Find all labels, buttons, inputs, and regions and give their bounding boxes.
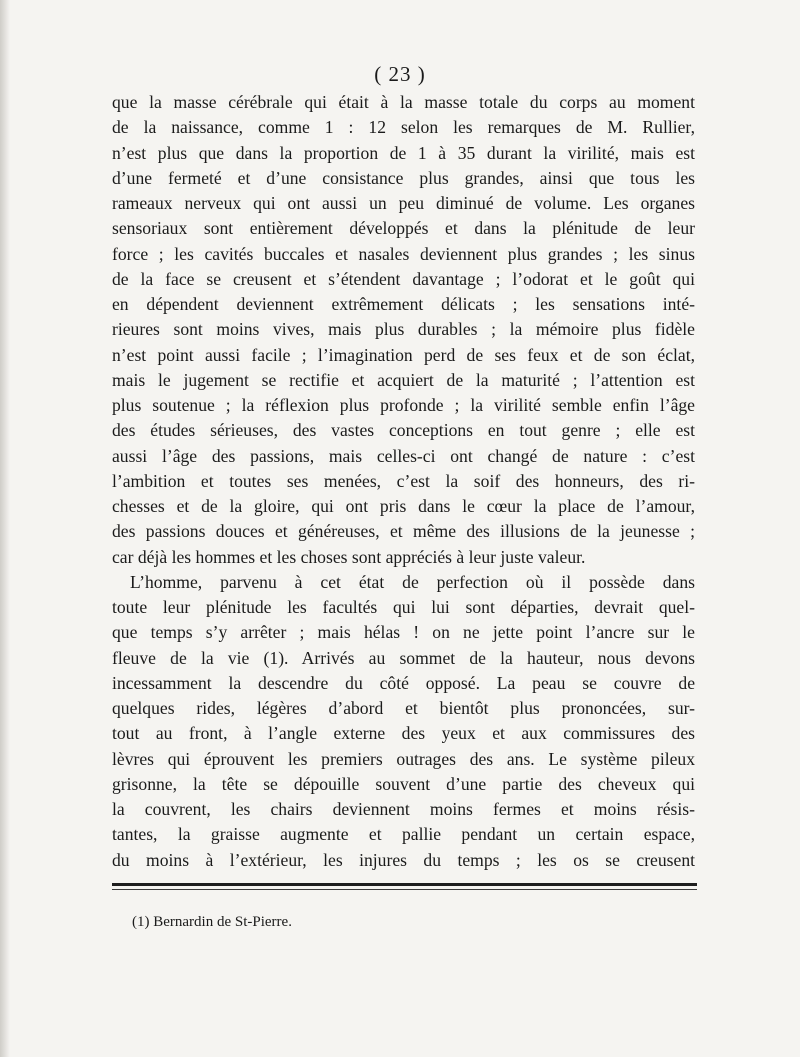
text-line: de la naissance, comme 1 : 12 selon les remarques de M. Rullier, [112,117,695,138]
text-line: que la masse cérébrale qui était à la masse totale du corps au moment [112,92,695,112]
text-line: rameaux nerveux qui ont aussi un peu diminué de volume. Les organes [112,193,695,213]
text-line: rieures sont moins vives, mais plus durables ; la mémoire plus fidèle [112,319,695,340]
text-line: de la face se creusent et s’étendent davantage ; l’odorat et le goût qui [112,268,695,289]
text-line: que temps s’y arrêter ; mais hélas ! on ne jette point l’ancre sur le [112,622,695,643]
page-edge-shadow [0,0,10,1057]
text-line: sensoriaux sont entièrement développés et dans la plénitude de leur [112,218,695,239]
text-line: d’une fermeté et d’une consistance plus grandes, ainsi que tous les [112,167,695,188]
text-line: grisonne, la tête se dépouille souvent d’une partie des cheveux qui [112,773,695,794]
text-line: plus soutenue ; la réflexion plus profonde ; la virilité semble enfin l’âge [112,395,695,415]
footnote: (1) Bernardin de St-Pierre. [132,914,292,930]
text-line: incessamment la descendre du côté opposé. La peau se couvre de [112,672,695,693]
text-line: lèvres qui éprouvent les premiers outrages des ans. Le système pileux [112,748,695,769]
footnote-rule-thick [112,883,697,886]
text-line: des passions douces et généreuses, et même des illusions de la jeunesse ; [112,521,695,542]
text-line: la couvrent, les chairs deviennent moins fermes et moins résis- [112,799,695,819]
text-line: en dépendent deviennent extrêmement délicats ; les sensations inté- [112,294,695,314]
text-line: quelques rides, légères d’abord et bientôt plus prononcées, sur- [112,698,695,718]
page-number: ( 23 ) [374,62,426,86]
text-line: n’est point aussi facile ; l’imagination perd de ses feux et de son éclat, [112,344,695,365]
paragraph-start-line: L’homme, parvenu à cet état de perfection où il possède dans [130,571,695,592]
text-line: aussi l’âge des passions, mais celles-ci ont changé de nature : c’est [112,445,695,466]
text-line: l’ambition et toutes ses menées, c’est la soif des honneurs, des ri- [112,470,695,491]
text-line: mais le jugement se rectifie et acquiert de la maturité ; l’attention est [112,369,695,390]
footnote-rule-thin [112,889,697,890]
text-line: chesses et de la gloire, qui ont pris dans le cœur la place de l’amour, [112,496,695,516]
text-line: des études sérieuses, des vastes conceptions en tout genre ; elle est [112,420,695,441]
text-line: n’est plus que dans la proportion de 1 à 35 durant la virilité, mais est [112,142,695,163]
paragraph-end-line: car déjà les hommes et les choses sont appréciés à leur juste valeur. [112,546,586,567]
text-line: tantes, la graisse augmente et pallie pendant un certain espace, [112,824,695,845]
main-text-block [112,90,695,873]
text-line: force ; les cavités buccales et nasales deviennent plus grandes ; les sinus [112,243,695,264]
text-line: tout au front, à l’angle externe des yeux et aux commissures des [112,723,695,744]
text-line: du moins à l’extérieur, les injures du temps ; les os se creusent [112,849,695,870]
text-line: fleuve de la vie (1). Arrivés au sommet de la hauteur, nous devons [112,647,695,668]
text-line: toute leur plénitude les facultés qui lui sont départies, devrait quel- [112,597,695,617]
